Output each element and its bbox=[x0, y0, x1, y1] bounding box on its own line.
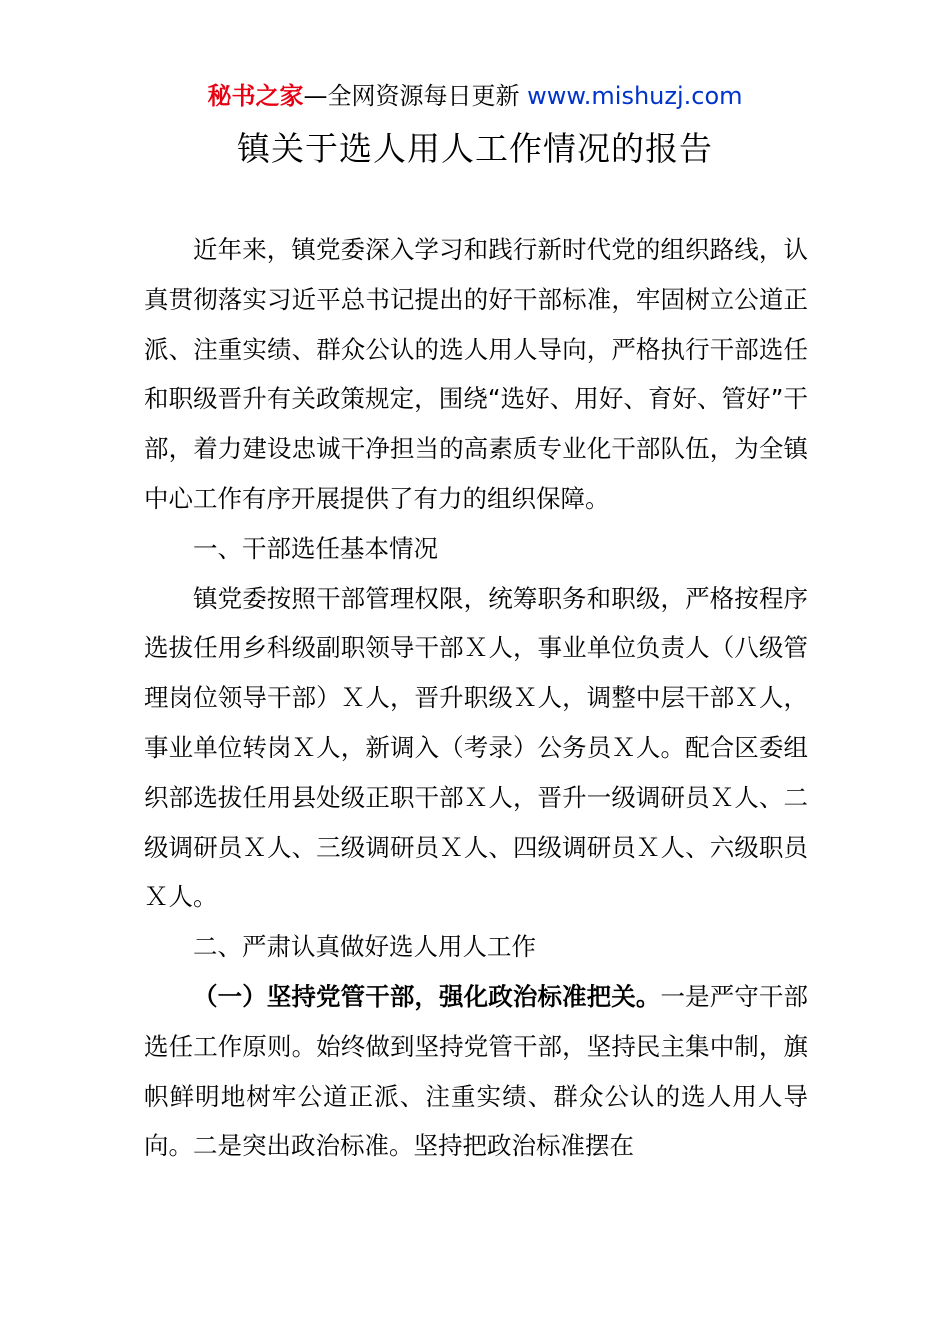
subsection-heading: （一）坚持党管干部，强化政治标准把关。 bbox=[193, 981, 661, 1011]
intro-paragraph: 近年来，镇党委深入学习和践行新时代党的组织路线，认真贯彻落实习近平总书记提出的好干部标准，牢固树立公道正派、注重实绩、群众公认的选人用人导向，严格执行干部选任和职级晋升有关政策规定，围绕“选好、用好、育好、管好”干部，着力建设忠诚干净担当的高素质专业化干部队伍，为全镇中心工作有序开展提供了有力的组织保障。 bbox=[144, 235, 808, 513]
header-tagline: —全网资源每日更新 bbox=[303, 82, 520, 110]
site-url-link[interactable]: www.mishuzj.com bbox=[527, 82, 743, 110]
site-header bbox=[0, 80, 950, 112]
subsection-paragraph bbox=[144, 972, 808, 1171]
document-title: 镇关于选人用人工作情况的报告 bbox=[237, 129, 713, 168]
section-1-paragraph: 镇党委按照干部管理权限，统筹职务和职级，严格按程序选拔任用乡科级副职领导干部Ｘ人，事业单位负责人（八级管理岗位领导干部）Ｘ人，晋升职级Ｘ人，调整中层干部Ｘ人，事业单位转岗Ｘ人，新调入（考录）公务员Ｘ人。配合区委组织部选拔任用县处级正职干部Ｘ人，晋升一级调研员Ｘ人、二级调研员Ｘ人、三级调研员Ｘ人、四级调研员Ｘ人、六级职员Ｘ人。 bbox=[144, 583, 808, 912]
document-body bbox=[144, 225, 808, 1171]
section-heading-1: 一、干部选任基本情况 bbox=[193, 533, 438, 563]
section-heading-2: 二、严肃认真做好选人用人工作 bbox=[193, 932, 536, 962]
brand-name: 秘书之家 bbox=[207, 82, 304, 110]
subsection-text: 一是严守干部选任工作原则。始终做到坚持党管干部，坚持民主集中制，旗帜鲜明地树牢公道正派、注重实绩、群众公认的选人用人导向。二是突出政治标准。坚持把政治标准摆在 bbox=[144, 981, 809, 1161]
